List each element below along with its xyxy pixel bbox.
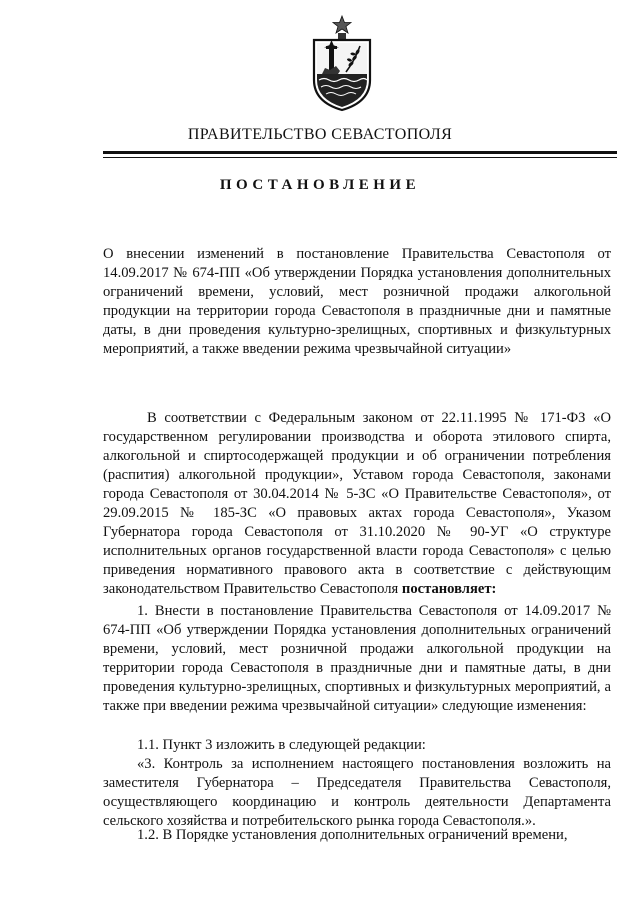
clause-1: 1. Внести в постановление Правительства Севастополя от 14.09.2017 № 674-ПП «Об утверждении Порядка установления дополнительных ограничений времени, условий, мест розничной продажи алкогольной продукции на территории города Севастополя в праздничные дни и памятные даты, в дни проведения культурно-зрелищных, спортивных и физкультурных мероприятий, а также при введении режима чрезвычайной ситуации» следующие изменения: — [103, 603, 611, 714]
sevastopol-coat-of-arms-icon — [300, 14, 384, 112]
document-type-title: ПОСТАНОВЛЕНИЕ — [219, 177, 421, 193]
clause-1-1: 1.1. Пункт 3 изложить в следующей редакции: — [137, 737, 426, 753]
preamble-paragraph — [103, 409, 611, 599]
preamble-text: В соответствии с Федеральным законом от 22.11.1995 № 171-ФЗ «О государственном регулировании производства и оборота этилового спирта, алкогольной и спиртосодержащей продукции и об ограничении потребления (распития) алкогольной продукции», Уставом города Севастополя, законами города Севастополя от 30.04.2014 № 5-ЗС «О Правительстве Севастополя», от 29.09.2015 № 185-ЗС «О правовых актах города Севастополя», Указом Губернатора города Севастополя от 31.10.2020 № 90-УГ «О структуре исполнительных органов государственной власти города Севастополя» с целью приведения нормативного правового акта в соответствие с действующим законодательством Правительство Севастополя — [103, 410, 611, 597]
clause-1-1-quote: «3. Контроль за исполнением настоящего постановления возложить на заместителя Губернатора – Председателя Правительства Севастополя, осуществляющего координацию и контроль деятельности Департамента сельского хозяйства и потребительского рынка города Севастополя.». — [103, 756, 611, 829]
document-subject: О внесении изменений в постановление Правительства Севастополя от 14.09.2017 № 674-ПП «Об утверждении Порядка установления дополнительных ограничений времени, условий, мест розничной продажи алкогольной продукции на территории города Севастополя в праздничные дни и памятные даты, в дни проведения культурно-зрелищных, спортивных и физкультурных мероприятий, а также введении режима чрезвычайной ситуации» — [103, 246, 611, 357]
header-divider-thin — [103, 157, 617, 158]
header-divider-thick — [103, 151, 617, 154]
clause-1-2: 1.2. В Порядке установления дополнительных ограничений времени, — [137, 827, 568, 843]
decree-word: постановляет: — [401, 581, 497, 597]
government-title: ПРАВИТЕЛЬСТВО СЕВАСТОПОЛЯ — [187, 126, 453, 143]
